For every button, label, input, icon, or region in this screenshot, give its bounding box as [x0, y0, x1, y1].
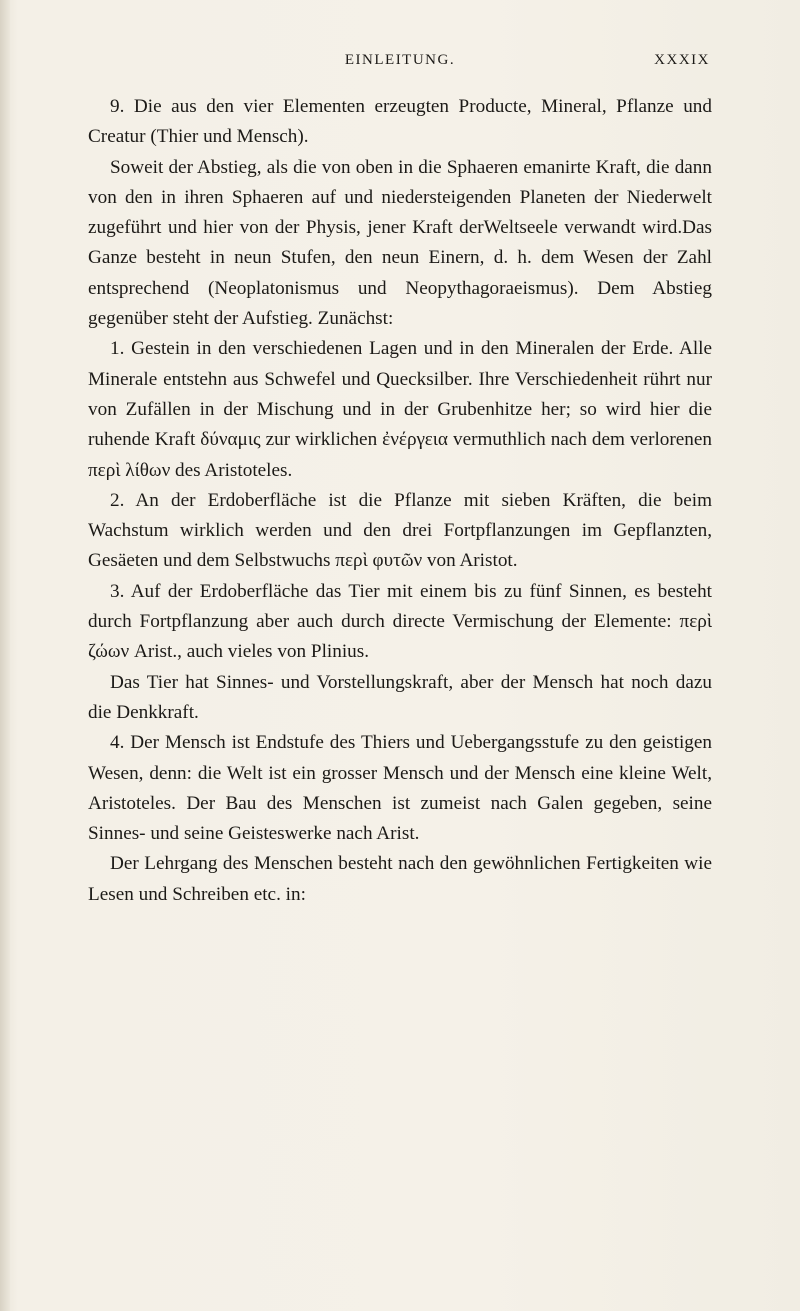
running-title: EINLEITUNG. — [344, 52, 456, 68]
paragraph-item-3: 3. Auf der Erdoberfläche das Tier mit einem bis zu fünf Sinnen, es besteht durch Fortpflanzung aber auch durch directe Vermischung der Elemente: περὶ ζώων Arist., auch vieles von Plinius. — [88, 580, 712, 663]
body-text — [88, 92, 712, 910]
paragraph-abstieg: Soweit der Abstieg, als die von oben in die Sphaeren emanirte Kraft, die dann von den in ihren Sphaeren auf und niedersteigenden Planeten der Niederwelt zugeführt und hier von der Physis, jener Kraft derWeltseele verwandt wird.Das Ganze besteht in neun Stufen, den neun Einern, d. h. dem Wesen der Zahl entsprechend (Neoplatonismus und Neopythagoraeismus). Dem Abstieg gegenüber steht der Aufstieg. Zunächst: — [88, 156, 712, 330]
paragraph-tier: Das Tier hat Sinnes- und Vorstellungskraft, aber der Mensch hat noch dazu die Denkkraft. — [88, 671, 712, 723]
page-gutter — [0, 0, 10, 1311]
running-header — [90, 52, 710, 76]
paragraph-item-4: 4. Der Mensch ist Endstufe des Thiers und Uebergangsstufe zu den geistigen Wesen, denn: die Welt ist ein grosser Mensch und der Mensch eine kleine Welt, Aristoteles. Der Bau des Menschen ist zumeist nach Galen gegeben, seine Sinnes- und seine Geisteswerke nach Arist. — [88, 732, 712, 845]
paragraph-item-9: 9. Die aus den vier Elementen erzeugten Producte, Mineral, Pflanze und Creatur (Thier und Mensch). — [88, 96, 712, 148]
paragraph-lehrgang: Der Lehrgang des Menschen besteht nach den gewöhnlichen Fertigkeiten wie Lesen und Schreiben etc. in: — [88, 853, 712, 905]
page-number: XXXIX — [654, 52, 710, 68]
paragraph-item-1: 1. Gestein in den verschiedenen Lagen und in den Mineralen der Erde. Alle Minerale entstehn aus Schwefel und Quecksilber. Ihre Verschiedenheit rührt nur von Zufällen in der Mischung und in der Grubenhitze her; so wird hier die ruhende Kraft δύναμις zur wirklichen ἐνέργεια vermuthlich nach dem verlorenen περὶ λίθων des Aristoteles. — [88, 338, 712, 481]
paragraph-item-2: 2. An der Erdoberfläche ist die Pflanze mit sieben Kräften, die beim Wachstum wirklich werden und den drei Fortpflanzungen im Gepflanzten, Gesäeten und dem Selbstwuchs περὶ φυτῶν von Aristot. — [88, 489, 712, 572]
